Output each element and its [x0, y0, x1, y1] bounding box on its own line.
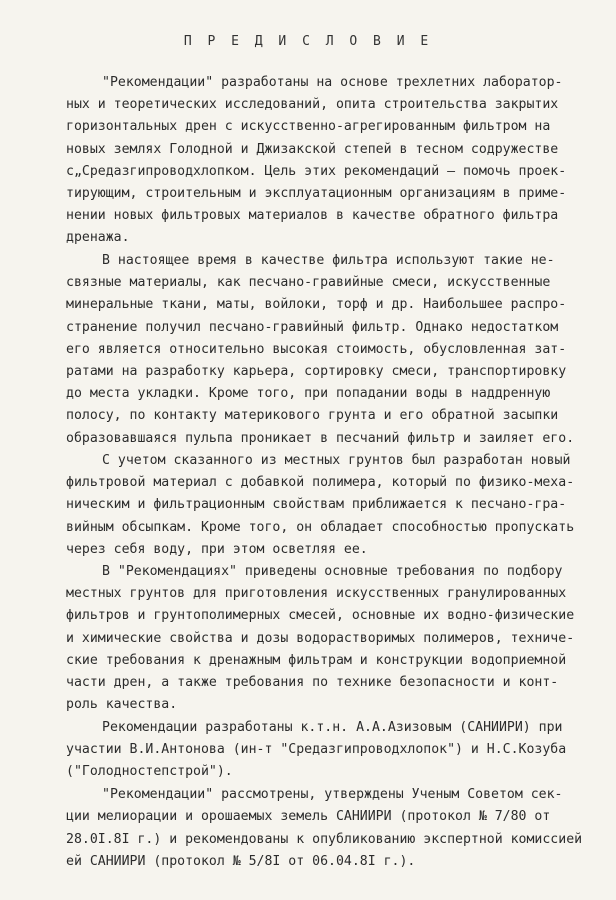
text-line: фильтровой материал с добавкой полимера, который по физико-меха-: [66, 475, 575, 491]
paragraph-4: [66, 561, 575, 716]
text-line: новых землях Голодной и Джизакской степей в тесном содружестве: [66, 141, 559, 157]
text-line: С учетом сказанного из местных грунтов был разработан новый: [102, 453, 571, 468]
text-line: части дрен, а также требования по технике безопасности и конт-: [66, 675, 559, 691]
text-line: горизонтальных дрен с искусственно-агрегированным фильтром на: [66, 119, 551, 135]
text-line: ных и теоретических исследований, опита строительства закрытих: [66, 97, 559, 113]
text-line: его является относительно высокая стоимость, обусловленная зат-: [66, 341, 567, 357]
text-line: ("Голодностепстрой").: [66, 764, 233, 780]
paragraph-2: [66, 250, 575, 450]
page-title: П Р Е Д И С Л О В И Е: [183, 34, 433, 49]
text-line: "Рекомендации" разработаны на основе трехлетних лаборатор-: [102, 75, 563, 90]
text-line: В настоящее время в качестве фильтра используют такие не-: [102, 253, 555, 268]
text-line: фильтров и грунтополимерных смесей, основные их водно-физические: [66, 608, 575, 624]
paragraph-6: [66, 784, 566, 828]
text-line: нении новых фильтровых материалов в качестве обратного фильтра: [66, 208, 559, 224]
text-line: ции мелиорации и орошаемых земель САНИИРИ (протокол № 7/80 от: [66, 809, 551, 825]
paragraph-5: [66, 717, 566, 784]
text-line: местных грунтов для приготовления искусственных гранулированных: [66, 586, 567, 602]
text-line: 28.0I.8I г.) и рекомендованы к опубликованию экспертной комиссией: [66, 832, 583, 847]
paragraph-3: [66, 450, 575, 561]
text-line: "Рекомендации" рассмотрены, утверждены Ученым Советом сек-: [102, 787, 563, 802]
text-line: роль качества.: [66, 697, 178, 713]
text-line: дренажа.: [66, 230, 130, 246]
text-line: ническим и фильтрационным свойствам приближается к песчано-гра-: [66, 497, 567, 513]
text-line: минеральные ткани, маты, войлоки, торф и др. Наибольшее распро-: [66, 297, 567, 313]
text-line: странение получил песчано-гравийный фильтр. Однако недостатком: [66, 319, 559, 335]
text-line: ей САНИИРИ (протокол № 5/8I от 06.04.8I г.).: [66, 854, 416, 870]
text-line: связные материалы, как песчано-гравийные смеси, искусственные: [66, 275, 551, 291]
text-line: через себя воду, при этом осветляя ее.: [66, 541, 368, 557]
text-line: ратами на разработку карьера, сортировку смеси, транспортировку: [66, 364, 567, 380]
text-line: полосу, по контакту материкового грунта и его обратной засыпки: [66, 408, 559, 424]
text-line: В "Рекомендациях" приведены основные требования по подбору: [102, 564, 563, 579]
text-line: Рекомендации разработаны к.т.н. А.А.Азизовым (САНИИРИ) при: [102, 720, 563, 735]
text-line: ские требования к дренажным фильтрам и конструкции водоприемной: [66, 652, 567, 668]
paragraph-6-continued: [66, 829, 583, 873]
text-line: до места укладки. Кроме того, при попадании воды в наддренную: [66, 386, 551, 402]
text-line: участии В.И.Антонова (ин-т "Средазгипроводхлопок") и Н.С.Козуба: [66, 742, 567, 758]
text-line: вийным обсыпкам. Кроме того, он обладает способностью пропускать: [66, 519, 575, 535]
text-line: с„Средазгипроводхлопком. Цель этих рекомендаций – помочь проек-: [66, 163, 567, 179]
text-line: образовавшаяся пульпа проникает в песчаний фильтр и заиляет его.: [66, 430, 575, 446]
text-line: и химические свойства и дозы водорастворимых полимеров, техниче-: [66, 630, 575, 646]
text-line: тирующим, строительным и эксплуатационным организациям в приме-: [66, 186, 567, 202]
paragraph-1: [66, 72, 566, 250]
